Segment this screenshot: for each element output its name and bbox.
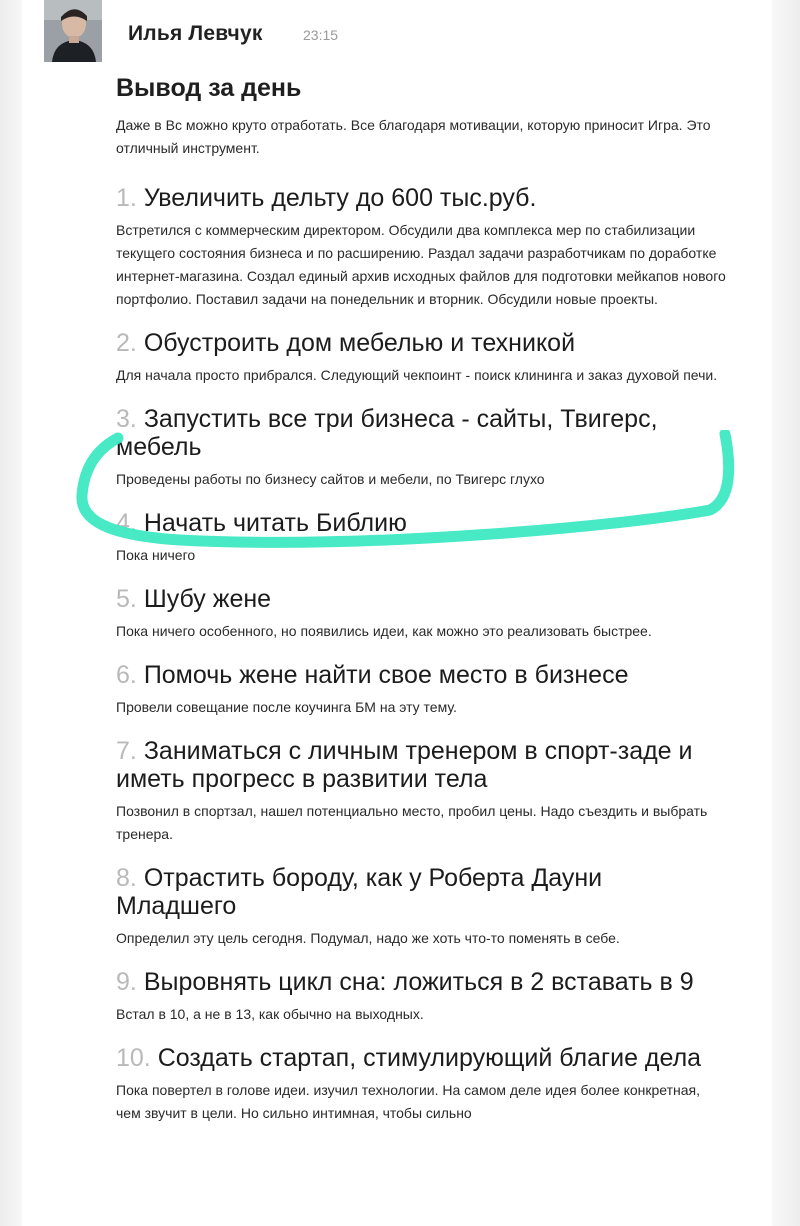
goal-number: 1.	[116, 184, 137, 212]
goal-item	[116, 1044, 726, 1125]
goal-heading	[116, 329, 726, 357]
goal-description: Пока ничего особенного, но появились идеи, как можно это реализовать быстрее.	[116, 623, 652, 639]
goal-item	[116, 864, 726, 950]
goal-item	[116, 405, 726, 491]
goal-number: 6.	[116, 661, 137, 689]
goal-description: Проведены работы по бизнесу сайтов и мебели, по Твигерс глухо	[116, 471, 545, 487]
goal-item	[116, 737, 726, 846]
post-content	[116, 72, 726, 1143]
goal-description: Встал в 10, а не в 13, как обычно на выходных.	[116, 1006, 424, 1022]
goal-title: Запустить все три бизнеса - сайты, Твигерс, мебель	[116, 405, 658, 461]
post-intro: Даже в Вс можно круто отработать. Все благодаря мотивации, которую приносит Игра. Это отличный инструмент.	[116, 117, 711, 156]
post-title: Вывод за день	[116, 74, 302, 102]
goal-number: 7.	[116, 737, 137, 765]
goal-heading	[116, 968, 726, 996]
goal-item	[116, 329, 726, 387]
goal-number: 3.	[116, 405, 137, 433]
goal-heading	[116, 509, 726, 537]
goal-number: 4.	[116, 509, 137, 537]
goal-title: Обустроить дом мебелью и техникой	[143, 329, 576, 357]
goal-title: Увеличить дельту до 600 тыс.руб.	[143, 184, 537, 212]
goal-heading	[116, 184, 726, 212]
goal-number: 5.	[116, 585, 137, 613]
author-name[interactable]: Илья Левчук	[128, 22, 263, 45]
goal-number: 9.	[116, 968, 137, 996]
goal-description: Для начала просто прибрался. Следующий чекпоинт - поиск клининга и заказ духовой печи.	[116, 367, 718, 383]
goal-description: Позвонил в спортзал, нашел потенциально место, пробил цены. Надо съездить и выбрать тренера.	[116, 803, 708, 842]
goal-title: Шубу жене	[143, 585, 272, 613]
right-edge-shadow	[772, 0, 800, 1226]
goal-title: Помочь жене найти свое место в бизнесе	[143, 661, 629, 689]
post-time: 23:15	[303, 27, 339, 43]
goal-number: 2.	[116, 329, 137, 357]
goal-title: Заниматься с личным тренером в спорт-заде и иметь прогресс в развитии тела	[116, 737, 693, 793]
post-header	[44, 0, 744, 64]
goal-description: Встретился с коммерческим директором. Обсудили два комплекса мер по стабилизации текущего состояния бизнеса и по расширению. Раздал задачи разработчикам по доработке интернет-магазина. Создал единый архив исходных файлов для подготовки мейкапов нового портфолио. Поставил задачи на понедельник и вторник. Обсудили новые проекты.	[116, 222, 726, 307]
goal-title: Выровнять цикл сна: ложиться в 2 вставать в 9	[143, 968, 694, 996]
goal-description: Провели совещание после коучинга БМ на эту тему.	[116, 699, 457, 715]
avatar[interactable]	[44, 0, 102, 62]
goal-heading	[116, 585, 726, 613]
goal-number: 10.	[116, 1044, 151, 1072]
goal-description: Определил эту цель сегодня. Подумал, надо же хоть что-то поменять в себе.	[116, 930, 620, 946]
goal-heading	[116, 864, 726, 920]
goal-heading	[116, 405, 726, 461]
goal-item	[116, 184, 726, 311]
goal-item	[116, 585, 726, 643]
goal-item	[116, 509, 726, 567]
goal-heading	[116, 737, 726, 793]
goals-list	[116, 184, 726, 1125]
goal-description: Пока ничего	[116, 547, 196, 563]
left-edge-shadow	[0, 0, 22, 1226]
goal-title: Создать стартап, стимулирующий благие дела	[157, 1044, 702, 1072]
goal-item	[116, 968, 726, 1026]
goal-title: Отрастить бороду, как у Роберта Дауни Младшего	[116, 864, 603, 920]
goal-title: Начать читать Библию	[143, 509, 407, 537]
goal-number: 8.	[116, 864, 137, 892]
goal-description: Пока повертел в голове идеи. изучил технологии. На самом деле идея более конкретная, чем звучит в цели. Но сильно интимная, чтобы сильно	[116, 1082, 701, 1121]
goal-item	[116, 661, 726, 719]
goal-heading	[116, 1044, 726, 1072]
goal-heading	[116, 661, 726, 689]
